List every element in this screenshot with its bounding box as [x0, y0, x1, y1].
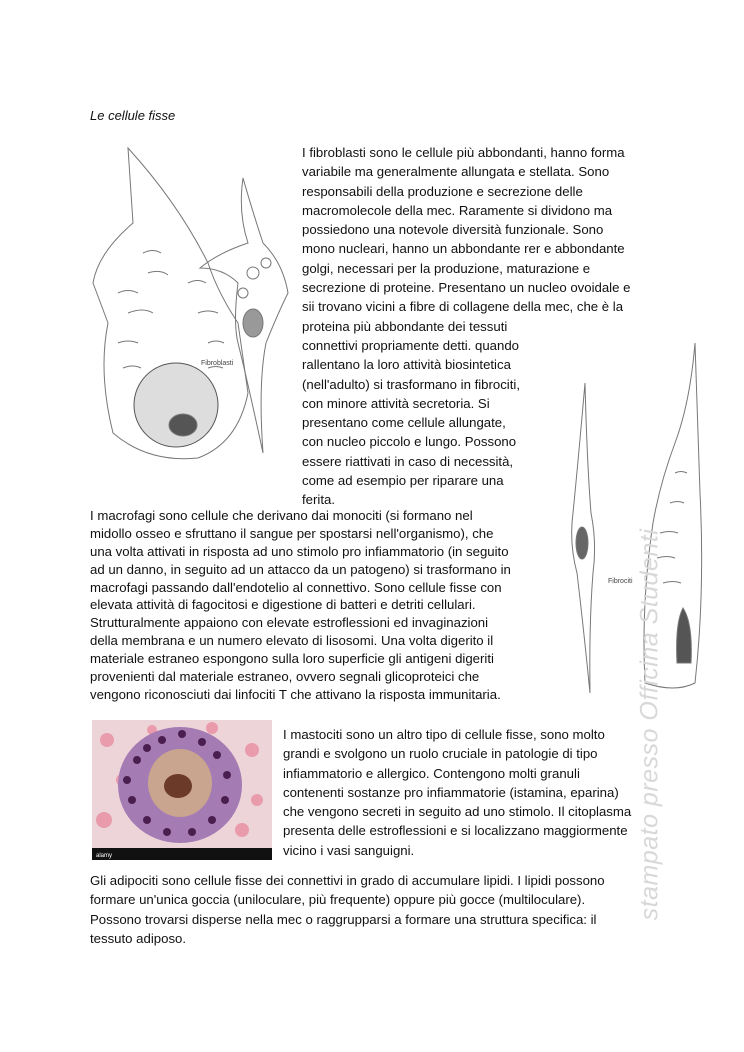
text-line: grandi e svolgono un ruolo cruciale in patologie di tipo: [283, 746, 598, 762]
text-line: Possono trovarsi disperse nella mec o raggrupparsi a formare una struttura specifica: il: [90, 911, 597, 927]
text-line: proteina più abbondante dei tessuti: [302, 318, 508, 334]
section-title: Le cellule fisse: [90, 108, 176, 123]
text-line: Gli adipociti sono cellule fisse dei connettivi in grado di accumulare lipidi. I lipidi possono: [90, 873, 605, 888]
text-line: infiammatorio e allergico. Contengono molti granuli: [283, 765, 580, 781]
text-line: essere riattivati in caso di necessità,: [302, 453, 514, 469]
fibroblast-illustration: [88, 143, 293, 473]
paragraph-macrofagi: [90, 507, 511, 704]
text-line: responsabili della produzione e secrezione delle: [302, 183, 583, 199]
text-line: con nucleo piccolo e lungo. Possono: [302, 434, 517, 450]
text-line: macromolecole della mec. Raramente si dividono ma: [302, 202, 613, 218]
text-line: (nell'adulto) si trasformano in fibrociti,: [302, 376, 520, 392]
text-line: Strutturalmente appaiono con elevate estroflessioni ed invaginazioni: [90, 615, 489, 631]
text-line: I fibroblasti sono le cellule più abbondanti, hanno forma: [302, 145, 625, 160]
text-line: variabile ma generalmente allungata e stellata. Sono: [302, 164, 610, 180]
text-line: presentano come cellule allungate,: [302, 415, 506, 431]
text-line: sii trovano vicini a fibre di collagene della mec, che è la: [302, 299, 624, 315]
photo-caption: alamy: [96, 853, 113, 859]
text-line: come ad esempio per riparare una: [302, 473, 504, 489]
paragraph-adipociti: [90, 871, 605, 948]
text-line: ferita.: [302, 492, 335, 508]
text-line: tessuto adiposo.: [90, 930, 187, 946]
text-line: che vengono secreti in seguito ad uno stimolo. Il citoplasma: [283, 804, 632, 820]
paragraph-mastociti: [283, 725, 631, 860]
text-line: secrezione di proteine. Presentano un nucleo ovoidale e: [302, 280, 631, 296]
text-line: una volta attivati in risposta ad uno stimolo pro infiammatorio (in seguito: [90, 543, 509, 559]
text-line: con minore attività secretoria. Si: [302, 395, 490, 411]
text-line: I macrofagi sono cellule che derivano dai monociti (si formano nel: [90, 508, 473, 523]
text-line: midollo osseo e sfruttano il sangue per spostarsi nell'organismo), che: [90, 525, 494, 541]
text-line: connettivi propriamente detti. quando: [302, 337, 520, 353]
text-line: formare un'unica goccia (uniloculare, più frequente) oppure più gocce (multiloculare).: [90, 892, 586, 908]
text-line: vengono riconosciuti dai linfociti T che attivano la risposta immunitaria.: [90, 686, 501, 702]
text-line: I mastociti sono un altro tipo di cellule fisse, sono molto: [283, 727, 605, 742]
text-line: contenenti sostanze pro infiammatorie (istamina, eparina): [283, 784, 619, 800]
text-line: materiale estraneo espongono sulla loro superficie gli antigeni digeriti: [90, 651, 494, 667]
fibrociti-label: Fibrociti: [608, 578, 633, 585]
text-line: mono nucleari, hanno un abbondante rer e abbondante: [302, 241, 625, 257]
text-line: vicino i vasi sanguigni.: [283, 842, 415, 858]
fibroblasti-label: Fibroblasti: [201, 360, 234, 367]
mast-cell-photo: [92, 720, 272, 860]
watermark: stampato presso Officina Studenti: [635, 528, 664, 921]
text-line: elevata attività di fagocitosi e digestione di batteri e detriti cellulari.: [90, 597, 476, 613]
text-line: golgi, necessari per la produzione, maturazione e: [302, 260, 591, 276]
text-line: provenienti dal materiale estraneo, ovvero segnali glicoproteici che: [90, 669, 480, 685]
fibrocyte-illustration: [545, 343, 705, 708]
text-line: possiedono una notevole diversità funzionale. Sono: [302, 222, 604, 238]
text-line: ad un danno, in seguito ad un attacco da un patogeno) si trasformano in: [90, 561, 511, 577]
text-line: macrofagi passando dall'endotelio al connettivo. Sono cellule fisse con: [90, 579, 502, 595]
text-line: rallentano la loro attività biosintetica: [302, 357, 511, 373]
text-line: presenta delle estroflessioni e si localizzano maggiormente: [283, 823, 628, 839]
text-line: della membrana e un numero elevato di lisosomi. Una volta digerito il: [90, 633, 494, 649]
